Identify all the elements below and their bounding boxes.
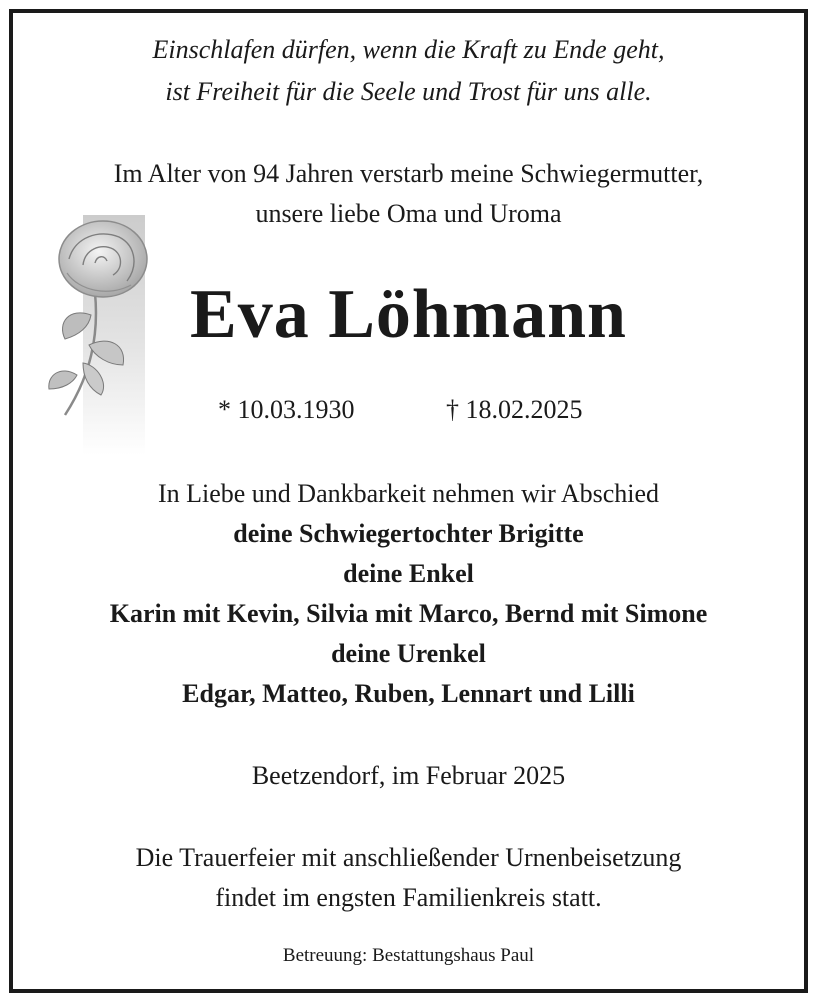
great-grandchildren-names: Edgar, Matteo, Ruben, Lennart und Lilli: [182, 679, 635, 708]
death-date: † 18.02.2025: [446, 395, 583, 424]
ceremony-line-2: findet im engsten Familienkreis statt.: [215, 883, 602, 912]
quote-line-1: Einschlafen dürfen, wenn die Kraft zu Ende geht,: [152, 35, 665, 64]
intro-line-2: unsere liebe Oma und Uroma: [255, 199, 562, 228]
farewell-intro: In Liebe und Dankbarkeit nehmen wir Abschied: [157, 479, 660, 508]
funeral-home-credit: Betreuung: Bestattungshaus Paul: [282, 945, 535, 966]
daughter-in-law: deine Schwiegertochter Brigitte: [233, 519, 584, 548]
grandchildren-names: Karin mit Kevin, Silvia mit Marco, Bernd mit Simone: [109, 599, 708, 628]
birth-date: * 10.03.1930: [218, 395, 355, 424]
great-grandchildren-label: deine Urenkel: [331, 639, 486, 668]
place-date: Beetzendorf, im Februar 2025: [251, 761, 566, 790]
quote-line-2: ist Freiheit für die Seele und Trost für uns alle.: [165, 77, 652, 106]
grandchildren-label: deine Enkel: [343, 559, 474, 588]
dates-row: [13, 395, 804, 427]
ceremony-line-1: Die Trauerfeier mit anschließender Urnenbeisetzung: [135, 843, 682, 872]
obituary-notice: [9, 9, 808, 993]
intro-line-1: Im Alter von 94 Jahren verstarb meine Schwiegermutter,: [113, 159, 704, 188]
deceased-name: Eva Löhmann: [190, 276, 627, 353]
